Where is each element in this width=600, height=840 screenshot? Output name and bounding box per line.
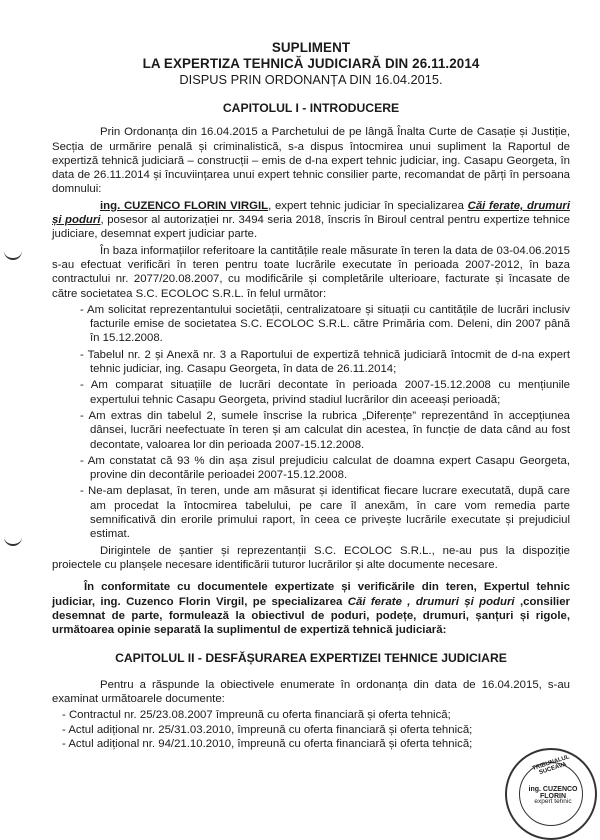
bullet-item: - Am constatat că 93 % din așa zisul prejudiciu calculat de doamna expert Casapu Georgeta, provine din decontările perioadei 2007-15.12.2008. (80, 454, 570, 482)
margin-mark (4, 250, 22, 260)
list-item: - Actul adițional nr. 25/31.03.2010, împreună cu oferta financiară și oferta tehnică; (62, 723, 473, 736)
doc-title-line3: DISPUS PRIN ORDONANȚA DIN 16.04.2015. (179, 72, 443, 87)
expert-name: ing. CUZENCO FLORIN VIRGIL (100, 199, 269, 212)
document-page (52, 40, 570, 751)
chapter2-heading: CAPITOLUL II - DESFĂȘURAREA EXPERTIZEI TEHNICE JUDICIARE (115, 651, 507, 666)
expert-text-b: , posesor al autorizației nr. 3494 seria 2018, înscris în Biroul central pentru expertize tehnice judiciare, desemnat expert judiciar parte. (52, 214, 571, 241)
bullet-item: - Tabelul nr. 2 și Anexă nr. 3 a Raportului de expertiză tehnică judiciară întocmit de d-na expert tehnic judiciar, ing. Casapu Georgeta, în data de 26.11.2014; (80, 348, 570, 376)
expert-text-a: , expert tehnic judiciar în specializarea (268, 199, 468, 212)
conclusion-text-b: ,consilier desemnat de parte, formulează la obiectivul de poduri, podețe, drumuri, șanțuri și rigole, următoarea opinie separată la suplimentul de expertiză tehnică judiciară: (52, 595, 570, 637)
documents-list (52, 708, 570, 751)
intro-paragraph: Prin Ordonanța din 16.04.2015 a Parchetului de pe lângă Înalta Curte de Casație și Justiție, Secția de urmărire penală și criminalistică, s-a dispus întocmirea unui supliment la Raportul de expertiză tehnică judiciară – construcții – emis de d-na expert tehnic judiciar, ing. Casapu Georgeta, în data de 26.11.2014 și încuviințarea unui expert tehnic consilier parte, recomandat de părți în persoana domnului: (52, 126, 570, 196)
expert-paragraph (52, 199, 570, 242)
bullet-item: - Ne-am deplasat, în teren, unde am măsurat și identificat fiecare lucrare executată, după care am procedat la întocmirea tabelului, pe care îl anexăm, în care vom remedia parte semnificativă din erorile primului raport, în ceea ce privește lucrările executate și prejudiciul estimat. (80, 485, 570, 541)
stamp-name: ing. CUZENCO FLORIN (528, 786, 578, 800)
conclusion-specialization: Căi ferate , drumuri și poduri (347, 595, 515, 608)
expert-stamp (505, 748, 597, 840)
list-item: - Actul adițional nr. 94/21.10.2010, împreună cu oferta financiară și oferta tehnică; (62, 737, 473, 750)
bullet-item: - Am comparat situațiile de lucrări decontate în perioada 2007-15.12.2008 cu mențiunile expertului tehnic Casapu Georgeta, privind stadiul lucrărilor din aceeași perioadă; (80, 379, 570, 406)
bullet-item: - Am solicitat reprezentantului societății, centralizatoare și situații cu cantitățile de lucrări inclusiv facturile emise de societatea S.C. ECOLOC S.R.L. către Primăria com. Deleni, din 2007 până în 15.12.2008. (80, 303, 570, 345)
site-manager-paragraph: Dirigintele de șantier și reprezentanții S.C. ECOLOC S.R.L., ne-au pus la dispoziție proiectele cu planșele necesare identificării tuturor lucrărilor și alte documente necesare. (52, 544, 570, 571)
doc-title-line1: SUPLIMENT (271, 40, 351, 55)
verification-paragraph: În baza informațiilor referitoare la cantitățile reale măsurate în teren la data de 03-04.06.2015 s-au efectuat verificări în teren pentru toate lucrările executate în perioada 2007-2012, în baza contractului nr. 2077/20.08.2007, cu modificările și completările ulterioare, facturate și încasate de către societatea S.C. ECOLOC S.R.L. în felul următor: (52, 244, 570, 300)
chapter2-intro: Pentru a răspunde la obiectivele enumerate în ordonanța din data de 16.04.2015, s-au examinat următoarele documente: (52, 678, 570, 705)
conclusion-paragraph (52, 580, 570, 637)
conclusion-text-a: În conformitate cu documentele expertizate și verificările din teren, Expertul tehnic judiciar, ing. Cuzenco Florin Virgil, pe specializarea (52, 581, 570, 608)
margin-mark (4, 536, 22, 546)
bullet-item: - Am extras din tabelul 2, sumele înscrise la rubrica „Diferențe” reprezentând în accepțiunea dânsei, lucrări neefectuate în teren și am calculat din acestea, în funcție de data când au fost decontate, valoarea lor din perioada 2007-15.12.2008. (80, 409, 570, 451)
list-item: - Contractul nr. 25/23.08.2007 împreună cu oferta financiară și oferta tehnică; (62, 709, 451, 722)
expert-specialization: Căi ferate, drumuri și poduri (52, 199, 570, 227)
stamp-top-text: TRIBUNALUL SUCEAVA (531, 754, 571, 777)
chapter1-heading: CAPITOLUL I - INTRODUCERE (222, 101, 400, 115)
stamp-subtitle: expert tehnic (534, 798, 572, 805)
doc-title-line2: LA EXPERTIZA TEHNICĂ JUDICIARĂ DIN 26.11.2014 (142, 56, 480, 71)
